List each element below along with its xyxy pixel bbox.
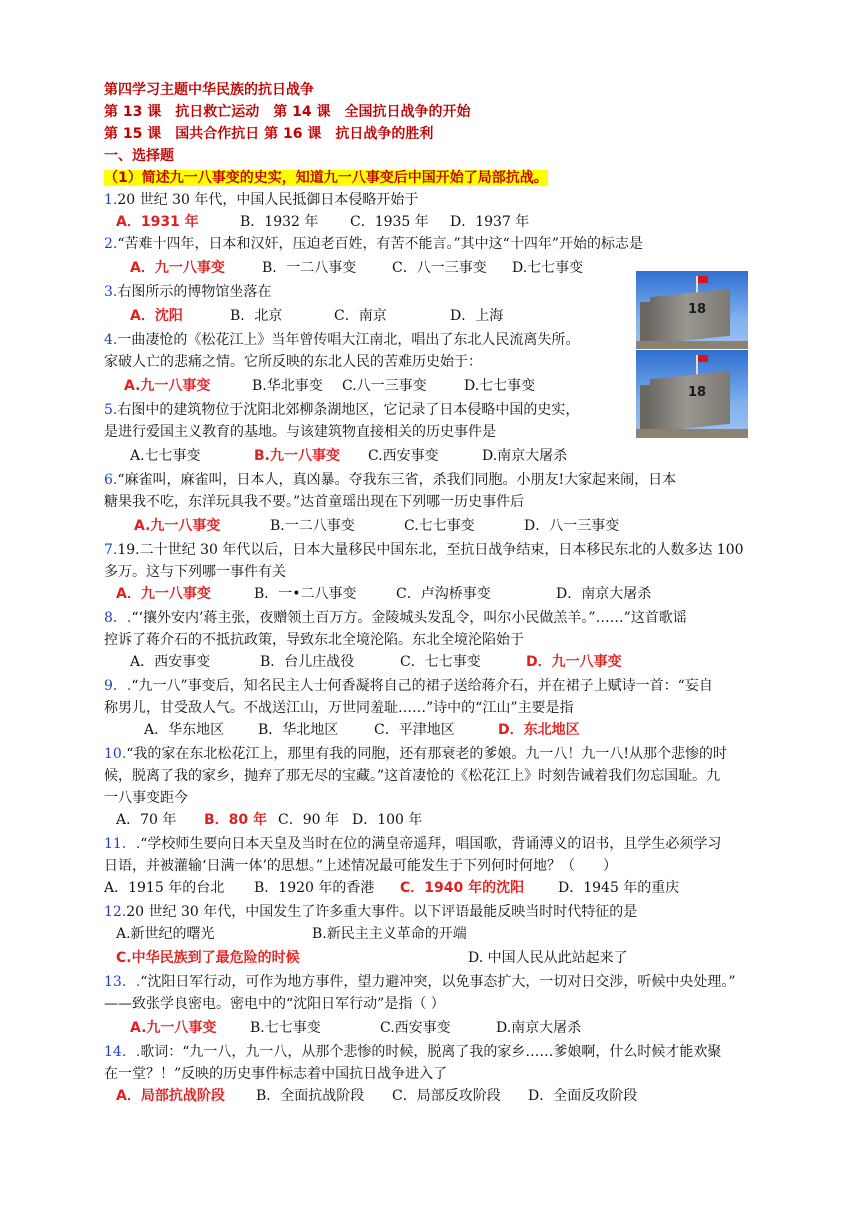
- lesson-title-2: 第 15 课 国共合作抗日 第 16 课 抗日战争的胜利: [104, 126, 434, 142]
- option-a: A.新世纪的曙光: [116, 926, 215, 942]
- option-b: B．华北地区: [258, 722, 339, 738]
- option-c: C.西安事变: [368, 448, 439, 464]
- option-c: C．南京: [334, 308, 387, 324]
- option-d: D．1937 年: [450, 214, 530, 230]
- option-b: B．80 年: [204, 812, 268, 828]
- option-c: C．八一三事变: [392, 260, 487, 276]
- monument-number: 18: [688, 302, 707, 318]
- question-stem: 右图中的建筑物位于沈阳北郊柳条湖地区，它记录了日本侵略中国的史实，: [117, 402, 580, 418]
- question-14: [104, 1042, 721, 1062]
- question-10-line3: 一八事变距今: [104, 790, 188, 806]
- question-11-line2: 日语，并被灌输‘日满一体’的思想。”上述情况最可能发生于下列何时何地？（ ）: [104, 858, 618, 874]
- question-stem: 一曲凄怆的《松花江上》当年曾传唱大江南北，唱出了东北人民流离失所。: [117, 332, 580, 348]
- question-number: 10.: [104, 746, 127, 762]
- question-number: 11．.: [104, 836, 141, 852]
- option-c: C.中华民族到了最危险的时候: [116, 950, 300, 966]
- question-12-options-cd: [116, 948, 628, 968]
- question-number: 8．.: [104, 610, 132, 626]
- question-9-options: [144, 720, 580, 740]
- option-a: A.九一八事变: [130, 1020, 217, 1036]
- question-number: 5.: [104, 402, 118, 418]
- question-number: 12.: [104, 904, 127, 920]
- question-9-line2: 称男儿，甘受敌人气。不战送江山，万世同羞耻……”诗中的“江山”主要是指: [104, 700, 574, 716]
- question-number: 14．.: [104, 1044, 141, 1060]
- question-10: [104, 744, 727, 764]
- question-stem: “苦难十四年，日本和汉奸，压迫老百姓，有苦不能言。”其中这“十四年”开始的标志是: [117, 236, 643, 252]
- question-7-options: [116, 584, 651, 604]
- flag-icon: [698, 276, 708, 283]
- question-stem: “学校师生要向日本天皇及当时在位的满皇帝遥拜，唱国歌，背诵溥义的诏书，且学生必须学习: [140, 836, 722, 852]
- topic-highlight: （1）简述九一八事变的史实，知道九一八事变后中国开始了局部抗战。: [104, 170, 548, 186]
- question-1-options: [116, 212, 529, 232]
- option-b: B．北京: [230, 308, 283, 324]
- option-a: A.九一八事变: [134, 518, 221, 534]
- section-heading: 一、选择题: [104, 148, 174, 164]
- question-stem: “‘攘外安内’蒋主张，夜赠领土百万方。金陵城头发乱令，叫尔小民做羔羊。”……”这首歌谣: [131, 610, 687, 626]
- option-d: D.七七事变: [512, 260, 584, 276]
- option-c: C．平津地区: [374, 722, 455, 738]
- question-stem: 歌词：“九一八，九一八，从那个悲惨的时候，脱离了我的家乡……爹娘啊，什么时候才能欢聚: [140, 1044, 722, 1060]
- option-b: B．1932 年: [240, 214, 319, 230]
- question-10-options: [116, 810, 422, 830]
- option-b: B．1920 年的香港: [254, 880, 375, 896]
- question-3: [104, 282, 271, 302]
- option-b: B.一二八事变: [270, 518, 355, 534]
- question-stem: “麻雀叫，麻雀叫，日本人，真凶暴。夺我东三省，杀我们同胞。小朋友!大家起来闹，日本: [117, 472, 677, 488]
- lesson-title-1: 第 13 课 抗日救亡运动 第 14 课 全国抗日战争的开始: [104, 104, 471, 120]
- option-a: A．1915 年的台北: [104, 880, 225, 896]
- option-a: A．九一八事变: [116, 586, 211, 602]
- option-c: C．1935 年: [350, 214, 429, 230]
- option-d: D．全面反攻阶段: [528, 1088, 638, 1104]
- question-14-line2: 在一堂？！”反映的历史事件标志着中国抗日战争进入了: [104, 1066, 448, 1082]
- question-13-line2: ——致张学良密电。密电中的“沈阳日军行动”是指（ ）: [104, 996, 445, 1012]
- option-a: A．沈阳: [130, 308, 183, 324]
- option-b: B．一•二八事变: [254, 586, 357, 602]
- option-c: C.七七事变: [404, 518, 475, 534]
- question-stem: 20 世纪 30 年代，中国人民抵御日本侵略开始于: [117, 192, 419, 208]
- question-7: [104, 540, 744, 560]
- option-a: A.七七事变: [130, 448, 201, 464]
- monument-number: 18: [688, 385, 707, 401]
- option-c: C．局部反攻阶段: [392, 1088, 501, 1104]
- question-13: [104, 972, 736, 992]
- option-d: D．八一三事变: [524, 518, 620, 534]
- option-b: B．一二八事变: [262, 260, 357, 276]
- question-number: 9．.: [104, 678, 132, 694]
- unit-title: 第四学习主题中华民族的抗日战争: [104, 82, 314, 98]
- question-number: 13．.: [104, 974, 141, 990]
- monument-photo: [636, 350, 748, 438]
- option-c: C.八一三事变: [342, 378, 427, 394]
- option-d: D.南京大屠杀: [482, 448, 568, 464]
- question-stem: 19.二十世纪 30 年代以后，日本大量移民中国东北，至抗日战争结束，日本移民东北的人数多达 100: [117, 542, 744, 558]
- question-6-line2: 糖果我不吃，东洋玩具我不要。”达首童瑶出现在下列哪一历史事件后: [104, 494, 525, 510]
- option-a: A．70 年: [116, 812, 177, 828]
- option-d: D. 中国人民从此站起来了: [468, 950, 628, 966]
- option-a: A．1931 年: [116, 214, 199, 230]
- question-2-options: [130, 258, 583, 278]
- option-a: A.九一八事变: [124, 378, 211, 394]
- question-12-options-ab: [116, 924, 467, 944]
- flag-icon: [698, 355, 708, 362]
- question-5: [104, 400, 579, 420]
- question-8: [104, 608, 687, 628]
- option-c: C．90 年: [278, 812, 339, 828]
- question-4-options: [124, 376, 535, 396]
- question-6: [104, 470, 676, 490]
- question-9: [104, 676, 713, 696]
- question-11: [104, 834, 721, 854]
- question-8-line2: 控诉了蒋介石的不抵抗政策，导致东北全境沦陷。东北全境沦陷始于: [104, 632, 524, 648]
- question-number: 7.: [104, 542, 118, 558]
- option-b: B．台儿庄战役: [260, 654, 355, 670]
- option-d: D．南京大屠杀: [556, 586, 652, 602]
- question-number: 3.: [104, 284, 118, 300]
- option-a: A．华东地区: [144, 722, 225, 738]
- question-4-line2: 家破人亡的悲痛之情。它所反映的东北人民的苦难历史始于：: [104, 354, 482, 370]
- option-b: B．全面抗战阶段: [256, 1088, 365, 1104]
- option-a: A．九一八事变: [130, 260, 225, 276]
- topic-line: [104, 168, 548, 188]
- option-b: B.九一八事变: [254, 448, 340, 464]
- option-a: A．局部抗战阶段: [116, 1088, 225, 1104]
- option-c: C．卢沟桥事变: [396, 586, 491, 602]
- question-number: 2.: [104, 236, 118, 252]
- question-number: 1.: [104, 192, 118, 208]
- question-3-options: [130, 306, 503, 326]
- question-11-options: [104, 878, 679, 898]
- question-stem: 20 世纪 30 年代，中国发生了许多重大事件。以下评语最能反映当时时代特征的是: [126, 904, 638, 920]
- question-5-options: [130, 446, 567, 466]
- option-a: A．西安事变: [130, 654, 211, 670]
- option-d: D．100 年: [352, 812, 423, 828]
- option-d: D．上海: [450, 308, 504, 324]
- option-c: C.西安事变: [380, 1020, 451, 1036]
- option-d: D．东北地区: [498, 722, 580, 738]
- option-c: C．七七事变: [400, 654, 481, 670]
- question-number: 6.: [104, 472, 118, 488]
- option-b: B.新民主主义革命的开端: [312, 926, 467, 942]
- option-d: D．1945 年的重庆: [558, 880, 680, 896]
- question-13-options: [130, 1018, 581, 1038]
- question-6-options: [134, 516, 619, 536]
- question-stem: 右图所示的博物馆坐落在: [117, 284, 272, 300]
- question-14-options: [116, 1086, 637, 1106]
- question-8-options: [130, 652, 622, 672]
- question-1: [104, 190, 418, 210]
- question-12: [104, 902, 637, 922]
- option-d: D.南京大屠杀: [496, 1020, 582, 1036]
- question-10-line2: 候，脱离了我的家乡，抛弃了那无尽的宝藏。”这首凄怆的《松花江上》时刻告诫着我们勿忘国耻。九: [104, 768, 721, 784]
- question-stem: “我的家在东北松花江上，那里有我的同胞，还有那衰老的爹娘。九一八！九一八!从那个悲惨的时: [126, 746, 728, 762]
- question-4: [104, 330, 579, 350]
- option-d: D．九一八事变: [526, 654, 622, 670]
- question-5-line2: 是进行爱国主义教育的基地。与该建筑物直接相关的历史事件是: [104, 424, 496, 440]
- option-b: B.华北事变: [252, 378, 323, 394]
- question-7-line2: 多万。这与下列哪一事件有关: [104, 564, 286, 580]
- option-b: B.七七事变: [250, 1020, 321, 1036]
- question-number: 4.: [104, 332, 118, 348]
- option-c: C．1940 年的沈阳: [400, 880, 525, 896]
- museum-photo: [636, 271, 748, 349]
- option-d: D.七七事变: [464, 378, 536, 394]
- question-stem: “沈阳日军行动，可作为地方事件，望力避冲突，以免事态扩大，一切对日交涉，听候中央处理。”: [140, 974, 736, 990]
- question-stem: “九一八”事变后，知名民主人士何香凝将自己的裙子送给蒋介石，并在裙子上赋诗一首：“妄自: [131, 678, 713, 694]
- question-2: [104, 234, 643, 254]
